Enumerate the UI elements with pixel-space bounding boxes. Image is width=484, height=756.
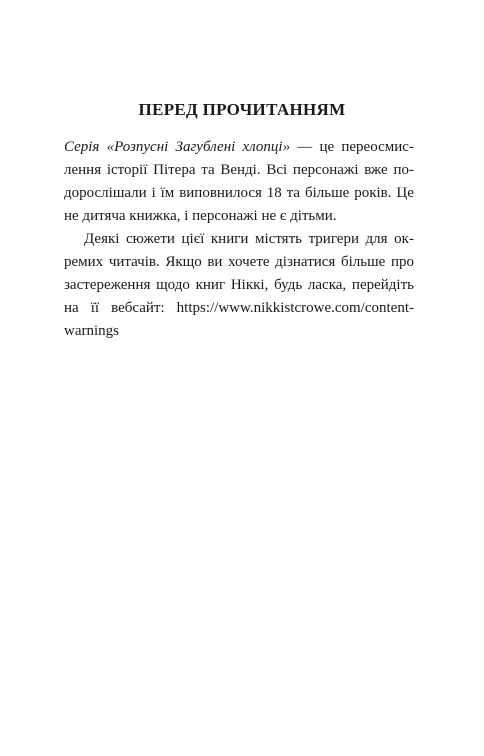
word: Серія (64, 139, 100, 155)
word: Пітера (153, 162, 196, 178)
word: про (390, 254, 414, 270)
word: книг (195, 277, 226, 293)
word: книги (210, 231, 249, 247)
paragraph-2-line-1 (64, 228, 414, 251)
word: історії (106, 162, 148, 178)
word: персонажі (292, 162, 359, 178)
line-text: не дитяча книжка, і персонажі не є дітьми. (64, 208, 337, 224)
word: на (64, 300, 79, 316)
word: — (297, 139, 313, 155)
word: дорослішали (64, 185, 147, 201)
word: сюжети (126, 231, 175, 247)
page-heading: ПЕРЕД ПРОЧИТАННЯМ (138, 100, 346, 119)
word: для (365, 231, 388, 247)
word: Ніккі, (230, 277, 269, 293)
word: та (286, 185, 301, 201)
word: хочете (228, 254, 270, 270)
word: 18 (266, 185, 282, 201)
word: більше (304, 185, 350, 201)
word: це (319, 139, 335, 155)
paragraph-1-line-3 (64, 182, 414, 205)
website-url: https://www.nikkistcrowe.com/content- (176, 300, 414, 316)
word: по- (393, 162, 414, 178)
paragraph-1-line-2 (64, 159, 414, 182)
word: та (201, 162, 215, 178)
word: Венді. (220, 162, 261, 178)
word: і (151, 185, 156, 201)
word: Загублені (175, 139, 236, 155)
word: щодо (156, 277, 190, 293)
word: лення (64, 162, 102, 178)
word: цієї (181, 231, 205, 247)
word: вже (364, 162, 388, 178)
word: Це (396, 185, 414, 201)
word: ок- (394, 231, 414, 247)
word: Деякі (84, 231, 120, 247)
paragraph-2-line-2 (64, 251, 414, 274)
word: її (90, 300, 100, 316)
word: тригери (308, 231, 359, 247)
word: більше (340, 254, 386, 270)
word: будь (274, 277, 303, 293)
word: містять (255, 231, 302, 247)
page-body (64, 136, 414, 343)
word: читачів. (108, 254, 160, 270)
word: переосмис- (341, 139, 414, 155)
website-url-continuation: warnings (64, 323, 119, 339)
paragraph-1-line-1 (64, 136, 414, 159)
word: їм (160, 185, 175, 201)
paragraph-2-line-3 (64, 274, 414, 297)
word: виповнилося (179, 185, 262, 201)
paragraph-2-line-5 (64, 320, 414, 343)
word: ремих (64, 254, 104, 270)
word: перейдіть (351, 277, 414, 293)
word: Всі (266, 162, 288, 178)
word: вебсайт: (111, 300, 165, 316)
word: ласка, (307, 277, 347, 293)
paragraph-2-line-4 (64, 297, 414, 320)
word: дізнатися (275, 254, 336, 270)
word: Якщо (165, 254, 202, 270)
word: хлопці» (242, 139, 291, 155)
word: років. (354, 185, 392, 201)
word: ви (207, 254, 223, 270)
paragraph-1-line-4 (64, 205, 414, 228)
word: «Розпусні (106, 139, 169, 155)
word: застереження (64, 277, 151, 293)
